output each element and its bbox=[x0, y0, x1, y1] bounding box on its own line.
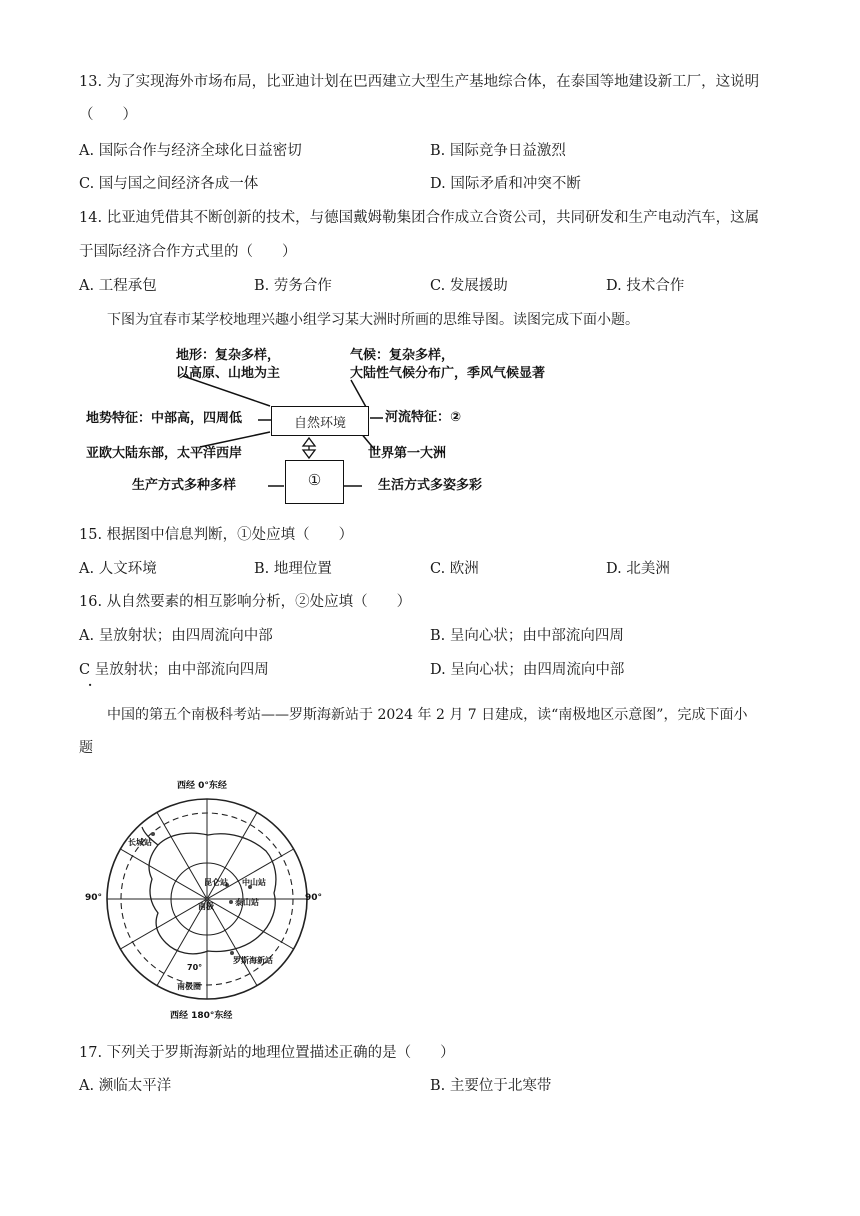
mindmap-terrain-line1: 地形：复杂多样， bbox=[176, 348, 281, 363]
q16-option-d: D. 呈向心状；由四周流向中部 bbox=[430, 662, 625, 678]
q16-option-b: B. 呈向心状；由中部流向四周 bbox=[430, 628, 624, 644]
q14-option-d: D. 技术合作 bbox=[606, 278, 685, 294]
q13-option-c: C. 国与国之间经济各成一体 bbox=[79, 176, 259, 192]
q14-option-b: B. 劳务合作 bbox=[254, 278, 332, 294]
q15-option-b: B. 地理位置 bbox=[254, 561, 332, 577]
mindmap-box-1-label: ① bbox=[307, 471, 322, 489]
q14-stem-line2: 于国际经济合作方式里的（ ） bbox=[79, 244, 297, 260]
mindmap-box-1 bbox=[285, 460, 344, 504]
mindmap-climate-line1: 气候：复杂多样， bbox=[350, 348, 455, 363]
map-lat-70: 70° bbox=[187, 963, 203, 972]
map-kunlun-station: 昆仑站 bbox=[204, 878, 228, 887]
mindmap-location: 亚欧大陆东部，太平洋西岸 bbox=[86, 446, 243, 461]
q17-option-b: B. 主要位于北寒带 bbox=[430, 1078, 552, 1094]
map-ross-new-station: 罗斯海新站 bbox=[233, 956, 273, 965]
mindmap-climate-line2: 大陆性气候分布广，季风气候显著 bbox=[350, 366, 546, 381]
q13-option-d: D. 国际矛盾和冲突不断 bbox=[430, 176, 581, 192]
mindmap-intro: 下图为宜春市某学校地理兴趣小组学习某大洲时所画的思维导图。读图完成下面小题。 bbox=[107, 312, 639, 328]
map-bottom-label: 西经 180°东经 bbox=[170, 1011, 233, 1021]
antarctic-map bbox=[80, 775, 340, 1025]
q17-option-a: A. 濒临太平洋 bbox=[79, 1078, 172, 1094]
q15-stem: 15. 根据图中信息判断，①处应填（ ） bbox=[79, 527, 354, 543]
q15-option-d: D. 北美洲 bbox=[606, 561, 670, 577]
map-zhongshan-station: 中山站 bbox=[242, 878, 266, 887]
mindmap-center-box bbox=[271, 406, 369, 436]
q13-stem: 13. 为了实现海外市场布局，比亚迪计划在巴西建立大型生产基地综合体，在泰国等地建设新工厂，这说明 bbox=[79, 74, 760, 90]
mindmap-river: 河流特征：② bbox=[385, 410, 462, 425]
stray-dot: . bbox=[88, 675, 93, 689]
q15-option-a: A. 人文环境 bbox=[79, 561, 157, 577]
q16-stem: 16. 从自然要素的相互影响分析，②处应填（ ） bbox=[79, 594, 412, 610]
q13-option-a: A. 国际合作与经济全球化日益密切 bbox=[79, 143, 302, 159]
map-top-label: 西经 0°东经 bbox=[177, 781, 227, 791]
mindmap-production: 生产方式多种多样 bbox=[132, 478, 237, 493]
mindmap-relief: 地势特征：中部高，四周低 bbox=[86, 411, 243, 426]
map-taishan-station: 泰山站 bbox=[235, 898, 259, 907]
q16-option-c: C 呈放射状；由中部流向四周 bbox=[79, 662, 269, 678]
q15-option-c: C. 欧洲 bbox=[430, 561, 479, 577]
antarctic-map-graphic bbox=[80, 775, 340, 1025]
antarctic-intro: 中国的第五个南极科考站——罗斯海新站于 2024 年 2 月 7 日建成，读“南极地区示意图”，完成下面小 bbox=[107, 707, 748, 723]
q17-stem: 17. 下列关于罗斯海新站的地理位置描述正确的是（ ） bbox=[79, 1045, 455, 1061]
map-south-pole: 南极 bbox=[198, 902, 214, 911]
map-antarctic-circle: 南极圈 bbox=[177, 982, 201, 991]
q16-option-a: A. 呈放射状；由四周流向中部 bbox=[79, 628, 273, 644]
mindmap-terrain-line2: 以高原、山地为主 bbox=[176, 366, 281, 381]
q13-stem-bracket: （ ） bbox=[79, 107, 137, 123]
map-right-90: 90° bbox=[305, 893, 323, 903]
q14-option-c: C. 发展援助 bbox=[430, 278, 508, 294]
q14-stem: 14. 比亚迪凭借其不断创新的技术，与德国戴姆勒集团合作成立合资公司，共同研发和生产电动汽车，这属 bbox=[79, 210, 760, 226]
mindmap-center-label: 自然环境 bbox=[293, 416, 346, 431]
map-left-90: 90° bbox=[85, 893, 103, 903]
q13-option-b: B. 国际竞争日益激烈 bbox=[430, 143, 566, 159]
antarctic-intro-line2: 题 bbox=[79, 740, 93, 756]
q14-option-a: A. 工程承包 bbox=[79, 278, 157, 294]
mindmap-life: 生活方式多姿多彩 bbox=[378, 478, 483, 493]
mindmap-largest: 世界第一大洲 bbox=[368, 446, 447, 461]
map-changcheng-station: 长城站 bbox=[128, 838, 152, 847]
